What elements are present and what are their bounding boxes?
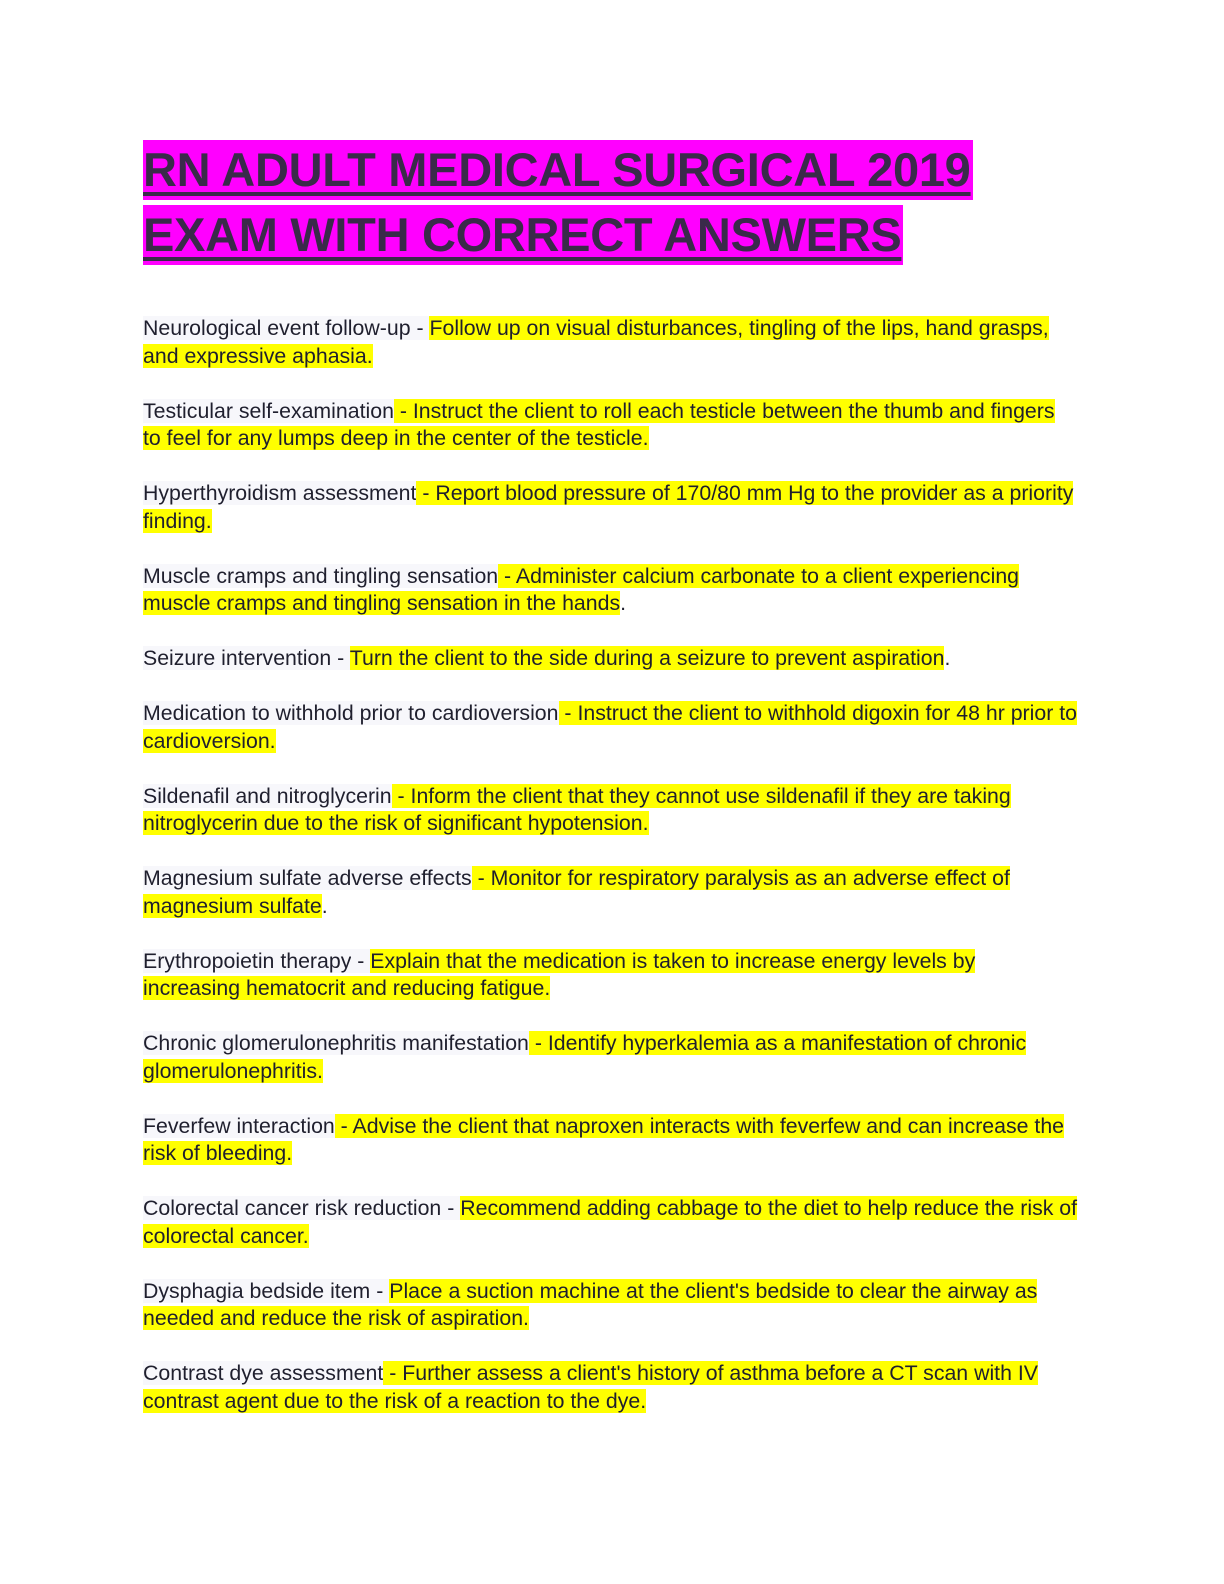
answer-tail: . [321, 893, 328, 918]
question-term: Contrast dye assessment [143, 1361, 384, 1385]
answer-text: Further assess a client's history of asthma before a CT scan with IV contrast agent due to the risk of a reaction to the dye. [143, 1361, 1038, 1413]
question-term: Neurological event follow-up [143, 316, 411, 340]
question-term: Erythropoietin therapy [143, 948, 352, 973]
separator: - [393, 398, 413, 423]
question-term: Sildenafil and nitroglycerin [143, 783, 392, 808]
title-line-1: RN ADULT MEDICAL SURGICAL 2019 [143, 140, 973, 200]
answer-text: Instruct the client to withhold digoxin for 48 hr prior to cardioversion. [143, 701, 1077, 753]
separator: - [351, 948, 371, 973]
qa-entry [143, 480, 1078, 535]
separator: - [383, 1361, 403, 1385]
separator: - [391, 783, 411, 808]
question-term: Colorectal cancer risk reduction [143, 1196, 442, 1220]
qa-list [143, 315, 1078, 1443]
separator: - [416, 481, 436, 505]
answer-text: Instruct the client to roll each testicle between the thumb and fingers to feel for any lumps deep in the center of the testicle. [143, 398, 1055, 450]
answer-text: Report blood pressure of 170/80 mm Hg to the provider as a priority finding. [143, 481, 1074, 533]
qa-entry [143, 1360, 1078, 1415]
answer-text: Administer calcium carbonate to a client experiencing muscle cramps and tingling sensation in the hands [143, 563, 1020, 615]
question-term: Feverfew interaction [143, 1113, 335, 1138]
qa-entry [143, 315, 1078, 370]
separator: - [331, 646, 350, 670]
question-term: Hyperthyroidism assessment [143, 481, 417, 505]
answer-text: Place a suction machine at the client's bedside to clear the airway as needed and reduce the risk of aspiration. [143, 1278, 1038, 1330]
answer-tail: . [944, 646, 951, 670]
qa-entry [143, 398, 1078, 453]
question-term: Magnesium sulfate adverse effects [143, 866, 472, 890]
answer-text: Follow up on visual disturbances, tingling of the lips, hand grasps, and expressive aphasia. [143, 316, 1049, 368]
qa-entry [143, 563, 1078, 618]
separator: - [558, 701, 578, 725]
qa-entry [143, 1195, 1078, 1250]
separator: - [441, 1196, 461, 1220]
answer-text: Identify hyperkalemia as a manifestation of chronic glomerulonephritis. [143, 1031, 1027, 1083]
answer-text: Inform the client that they cannot use sildenafil if they are taking nitroglycerin due to the risk of significant hypotension. [143, 783, 1011, 835]
separator: - [528, 1031, 548, 1055]
qa-entry [143, 645, 1078, 673]
answer-tail: . [620, 591, 627, 615]
separator: - [498, 563, 516, 588]
document-title [143, 140, 1083, 270]
qa-entry [143, 783, 1078, 838]
qa-entry [143, 865, 1078, 920]
separator: - [410, 316, 430, 340]
qa-entry [143, 700, 1078, 755]
answer-text: Monitor for respiratory paralysis as an adverse effect of magnesium sulfate [143, 866, 1010, 918]
separator: - [370, 1278, 390, 1303]
question-term: Seizure intervention [143, 646, 332, 670]
qa-entry [143, 1113, 1078, 1168]
title-line-2: EXAM WITH CORRECT ANSWERS [143, 205, 903, 265]
separator: - [471, 866, 491, 890]
qa-entry [143, 1278, 1078, 1333]
answer-text: Explain that the medication is taken to increase energy levels by increasing hematocrit and reducing fatigue. [143, 948, 976, 1000]
question-term: Chronic glomerulonephritis manifestation [143, 1031, 529, 1055]
question-term: Muscle cramps and tingling sensation [143, 563, 499, 588]
qa-entry [143, 1030, 1078, 1085]
answer-text: Advise the client that naproxen interacts with feverfew and can increase the risk of bleeding. [143, 1113, 1065, 1165]
question-term: Medication to withhold prior to cardioversion [143, 701, 559, 725]
question-term: Testicular self-examination [143, 398, 394, 423]
question-term: Dysphagia bedside item [143, 1278, 371, 1303]
qa-entry [143, 948, 1078, 1003]
answer-text: Recommend adding cabbage to the diet to help reduce the risk of colorectal cancer. [143, 1196, 1078, 1248]
separator: - [334, 1113, 353, 1138]
answer-text: Turn the client to the side during a seizure to prevent aspiration [349, 646, 945, 670]
